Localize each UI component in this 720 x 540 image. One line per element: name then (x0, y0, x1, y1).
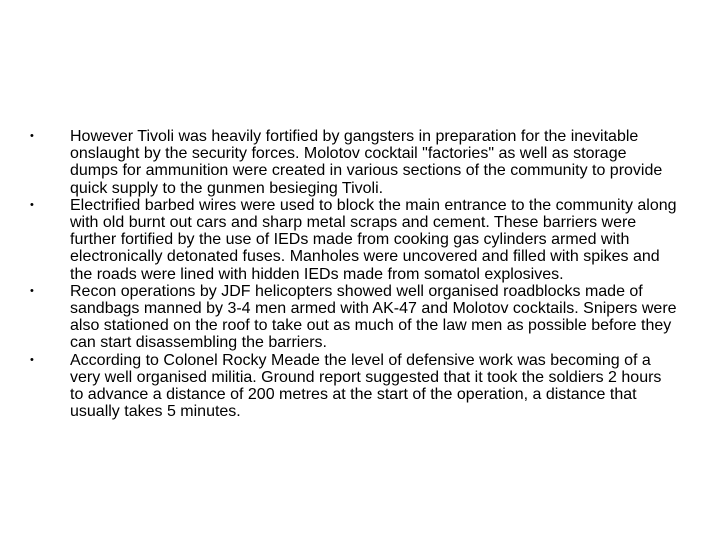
bullet-list (30, 128, 678, 420)
bullet-text: According to Colonel Rocky Meade the level of defensive work was becoming of a very well organised militia. Ground report suggested that it took the soldiers 2 hours to advance a distance of 200 metres at the start of the operation, a distance that usually takes 5 minutes. (70, 351, 662, 421)
bullet-text: However Tivoli was heavily fortified by gangsters in preparation for the inevitable onslaught by the security forces. Molotov cocktail "factories" as well as storage dumps for ammunition were created in various sections of the community to provide quick supply to the gunmen besieging Tivoli. (70, 128, 663, 197)
bullet-item (30, 352, 678, 421)
bullet-item (30, 128, 678, 197)
bullet-dot-icon: • (30, 284, 34, 297)
bullet-text: Recon operations by JDF helicopters showed well organised roadblocks made of sandbags manned by 3-4 men armed with AK-47 and Molotov cocktails. Snipers were also stationed on the roof to take out as much of the law men as possible before they can start disassembling the barriers. (70, 282, 677, 352)
bullet-item (30, 283, 678, 352)
bullet-item (30, 197, 678, 283)
bullet-text: Electrified barbed wires were used to block the main entrance to the community along with old burnt out cars and sharp metal scraps and cement. These barriers were further fortified by the use of IEDs made from cooking gas cylinders armed with electronically detonated fuses. Manholes were uncovered and filled with spikes and the roads were lined with hidden IEDs made from somatol explosives. (70, 196, 677, 283)
bullet-dot-icon: • (30, 353, 34, 366)
bullet-dot-icon: • (30, 198, 34, 211)
bullet-dot-icon: • (30, 130, 34, 142)
